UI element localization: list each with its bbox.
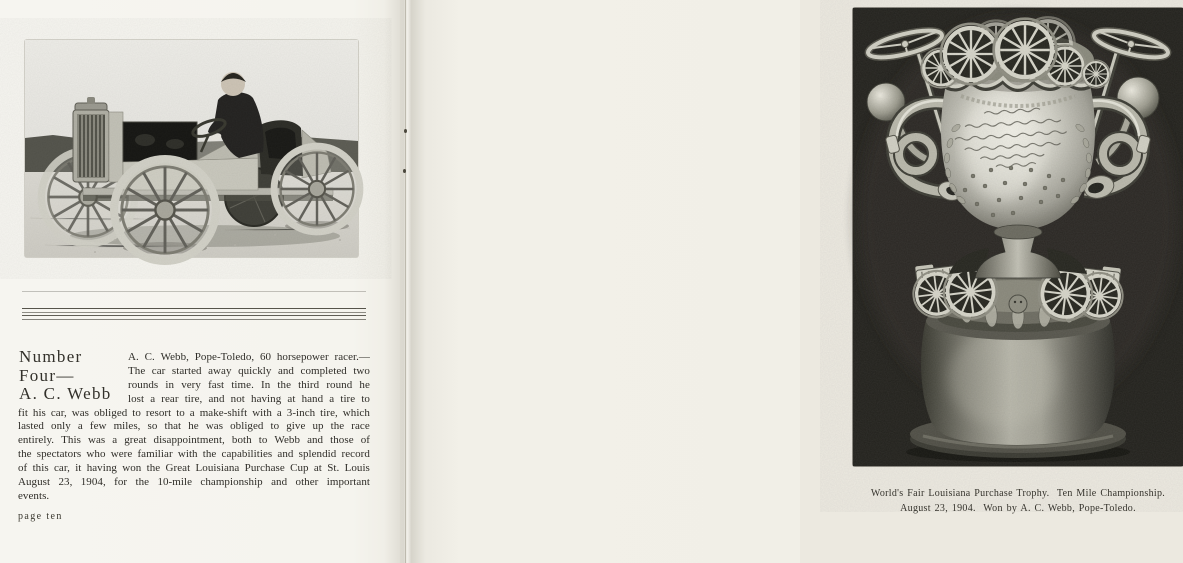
left-page (0, 0, 400, 563)
paragraph-line: fit his car, was obliged to resort to a make-shift with a 3-inch tire, which (18, 406, 370, 419)
trophy-photo (853, 8, 1183, 466)
paragraph-line: A. C. Webb, Pope-Toledo, 60 horsepower racer.— (128, 351, 370, 363)
right-page (400, 0, 1166, 563)
paragraph-line: lost a rear tire, and not having at hand a tire to (128, 392, 370, 405)
heading-line: Four— (19, 365, 75, 385)
car-photo (25, 40, 358, 257)
rule-line (22, 319, 366, 320)
caption-line-2: August 23, 1904. Won by A. C. Webb, Pope-Toledo. (900, 503, 1136, 514)
heading-line: Number (19, 347, 83, 366)
rule-line (22, 291, 366, 292)
paragraph-line: lasted only a few miles, so that he was obliged to give up the race (18, 420, 370, 433)
rule-line (22, 312, 366, 313)
paragraph-line: August 23, 1904, for the 10-mile championship and other important (18, 476, 370, 489)
paragraph-line: of this car, it having won the Great Louisiana Purchase Cup at St. Louis (18, 462, 370, 475)
scan-speck (403, 169, 406, 173)
gutter-crease (405, 0, 406, 563)
rule-line (22, 308, 366, 309)
caption-line-1: World's Fair Louisiana Purchase Trophy. Ten Mile Championship. (870, 488, 1166, 499)
divider-rules (22, 290, 366, 322)
photo-caption (853, 486, 1183, 516)
heading-line: A. C. Webb (19, 384, 112, 404)
paragraph-line: The car started away quickly and completed two (128, 364, 370, 377)
paragraph-line: events. (18, 489, 50, 502)
scan-speck (404, 129, 407, 133)
paragraph-line: rounds in very fast time. In the third round he (128, 378, 370, 391)
paragraph-line: the spectators who were familiar with the capabilities and splendid record (18, 448, 370, 461)
paragraph (18, 351, 370, 504)
page-number: page ten (18, 511, 63, 522)
paragraph-line: entirely. This was a great disappointment, both to Webb and those of (18, 434, 370, 447)
rule-line (22, 315, 366, 316)
